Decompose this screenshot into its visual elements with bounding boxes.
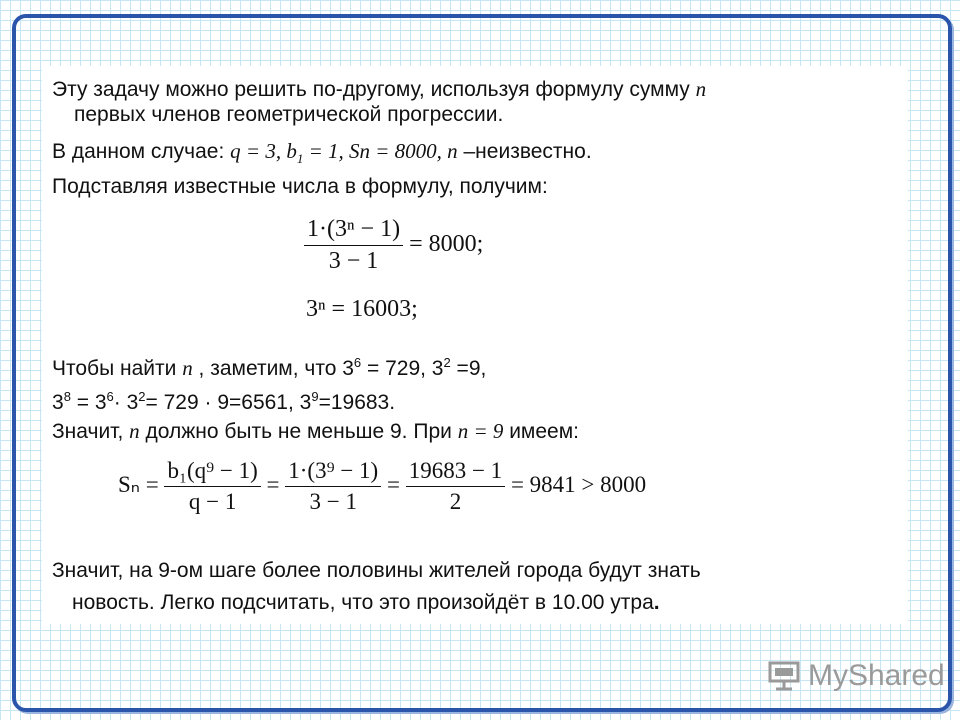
intro-line-1 [52,76,706,103]
find-exp2: 2 [443,355,451,370]
means-line [52,418,579,445]
pow-exp9: 9 [311,389,319,404]
eq3-f2-numerator: 1·(3⁹ − 1) [285,458,381,487]
conclusion-text-1: Значит, на 9-ом шаге более половины жителей города будут знать [52,559,701,582]
eq3-lhs: Sₙ = [118,471,159,497]
mean-n: n [129,419,140,443]
mean-b: должно быть не меньше 9. При [139,420,458,443]
mean-a: Значит, [52,420,130,443]
intro-n: n [695,77,707,101]
find-text-b: , заметим, что 3 [192,357,354,380]
case-line [52,138,592,172]
pow-c: · 3 [113,391,139,414]
case-q: q = 3, b [230,139,297,163]
eq2-text: 3ⁿ = 16003; [306,296,418,322]
powers-line [52,384,395,416]
substitute-line [52,174,548,200]
pow-exp8: 8 [63,389,71,404]
watermark-label: MyShared [808,659,945,692]
presentation-board-icon [766,660,802,692]
eq1-numerator: 1·(3ⁿ − 1) [304,216,403,246]
pow-e: =19683. [318,391,396,414]
conclusion-line-2 [72,590,660,616]
equation-2 [306,296,418,323]
eq3-f1-numerator: b₁(q⁹ − 1) [164,458,260,487]
pow-b: = 3 [70,391,107,414]
eq3-equals-1: = [266,471,280,497]
eq1-rhs: = 8000; [409,231,484,258]
case-sub: 1 [296,151,304,167]
eq1-fraction [304,216,403,275]
conclusion-text-2: новость. Легко подсчитать, что это произойдёт в 10.00 утра [72,591,654,614]
eq3-f3-numerator: 19683 − 1 [406,458,505,487]
case-sn: Sn = 8000, n [349,139,458,163]
mean-n9: n = 9 [457,419,504,443]
case-b: = 1, [303,139,349,163]
pow-exp6: 6 [106,389,114,404]
case-label: В данном случае: [52,140,231,163]
eq3-f1-denominator: q − 1 [188,489,237,514]
find-exp6: 6 [353,355,362,370]
case-end: –неизвестно. [457,140,592,163]
eq3-fraction-1 [164,458,260,515]
find-line [52,350,486,382]
find-text-c: = 729, 3 [361,357,444,380]
equation-1 [304,216,483,275]
intro-text: Эту задачу можно решить по-другому, используя формулу сумму [52,78,696,101]
eq3-f2-denominator: 3 − 1 [309,489,357,514]
eq1-denominator: 3 − 1 [328,248,379,274]
eq3-f3-denominator: 2 [449,489,462,514]
substitute-text: Подставляя известные числа в формулу, получим: [52,175,548,198]
intro-text-2: первых членов геометрической прогрессии. [74,103,504,126]
eq3-fraction-2 [285,458,381,515]
intro-line-2 [74,102,503,128]
pow-d: = 729 · 9=6561, 3 [145,391,312,414]
pow-a: 3 [52,391,64,414]
find-text-d: =9, [450,357,487,380]
equation-3 [118,458,646,515]
find-n: n [182,356,193,380]
pow-exp2: 2 [138,389,146,404]
eq3-fraction-3 [406,458,505,515]
mean-c: имеем: [503,420,579,443]
conclusion-line-1 [52,558,701,584]
find-text-a: Чтобы найти [52,357,183,380]
conclusion-dot: . [653,591,660,614]
eq3-rhs: = 9841 > 8000 [510,471,647,497]
myshared-watermark [766,656,945,696]
slide-content [42,66,908,624]
eq3-equals-2: = [386,471,400,497]
